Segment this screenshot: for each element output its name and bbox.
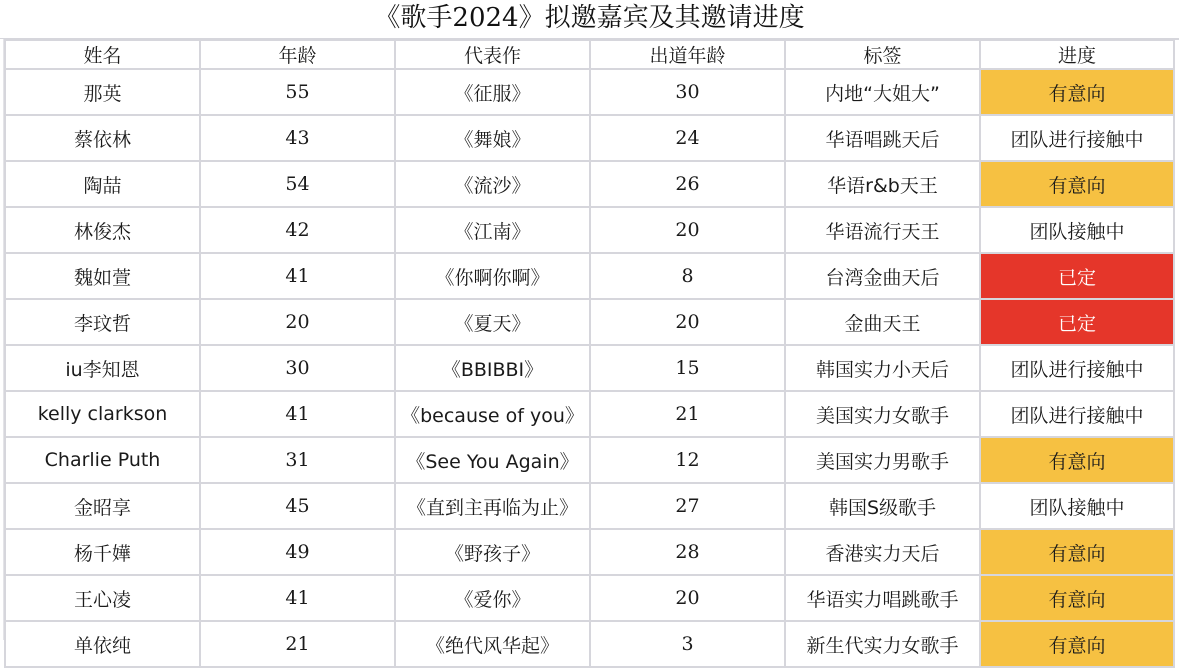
cell-work[interactable]: 《because of you》 bbox=[395, 391, 590, 437]
guest-table bbox=[4, 39, 1175, 668]
cell-debut-age[interactable]: 26 bbox=[590, 161, 785, 207]
header-debut-age: 出道年龄 bbox=[590, 40, 785, 69]
cell-tag[interactable]: 华语流行天王 bbox=[785, 207, 980, 253]
cell-work[interactable]: 《绝代风华起》 bbox=[395, 621, 590, 667]
table-row bbox=[5, 253, 1174, 299]
cell-tag[interactable]: 内地“大姐大” bbox=[785, 69, 980, 115]
cell-age[interactable]: 21 bbox=[200, 621, 395, 667]
cell-work[interactable]: 《BBIBBI》 bbox=[395, 345, 590, 391]
cell-work[interactable]: 《See You Again》 bbox=[395, 437, 590, 483]
header-age: 年龄 bbox=[200, 40, 395, 69]
cell-debut-age[interactable]: 24 bbox=[590, 115, 785, 161]
cell-age[interactable]: 54 bbox=[200, 161, 395, 207]
table-row bbox=[5, 69, 1174, 115]
cell-tag[interactable]: 香港实力天后 bbox=[785, 529, 980, 575]
cell-age[interactable]: 41 bbox=[200, 391, 395, 437]
cell-name[interactable]: 李玟哲 bbox=[5, 299, 200, 345]
cell-tag[interactable]: 韩国S级歌手 bbox=[785, 483, 980, 529]
table-row bbox=[5, 483, 1174, 529]
cell-debut-age[interactable]: 21 bbox=[590, 391, 785, 437]
header-tag: 标签 bbox=[785, 40, 980, 69]
cell-work[interactable]: 《夏天》 bbox=[395, 299, 590, 345]
cell-debut-age[interactable]: 20 bbox=[590, 299, 785, 345]
table-row bbox=[5, 115, 1174, 161]
cell-work[interactable]: 《征服》 bbox=[395, 69, 590, 115]
cell-tag[interactable]: 华语r&b天王 bbox=[785, 161, 980, 207]
cell-name[interactable]: 金昭享 bbox=[5, 483, 200, 529]
cell-debut-age[interactable]: 27 bbox=[590, 483, 785, 529]
cell-age[interactable]: 30 bbox=[200, 345, 395, 391]
cell-age[interactable]: 41 bbox=[200, 253, 395, 299]
cell-work[interactable]: 《江南》 bbox=[395, 207, 590, 253]
cell-age[interactable]: 49 bbox=[200, 529, 395, 575]
cell-debut-age[interactable]: 20 bbox=[590, 207, 785, 253]
cell-name[interactable]: Charlie Puth bbox=[5, 437, 200, 483]
progress-status-cell[interactable]: 团队接触中 bbox=[980, 207, 1174, 253]
cell-work[interactable]: 《爱你》 bbox=[395, 575, 590, 621]
table-row bbox=[5, 391, 1174, 437]
progress-status-cell[interactable]: 有意向 bbox=[980, 161, 1174, 207]
cell-tag[interactable]: 新生代实力女歌手 bbox=[785, 621, 980, 667]
cell-name[interactable]: 那英 bbox=[5, 69, 200, 115]
cell-work[interactable]: 《直到主再临为止》 bbox=[395, 483, 590, 529]
table-row bbox=[5, 575, 1174, 621]
cell-debut-age[interactable]: 15 bbox=[590, 345, 785, 391]
progress-status-cell[interactable]: 有意向 bbox=[980, 529, 1174, 575]
table-row bbox=[5, 207, 1174, 253]
cell-work[interactable]: 《你啊你啊》 bbox=[395, 253, 590, 299]
header-progress: 进度 bbox=[980, 40, 1174, 69]
cell-age[interactable]: 43 bbox=[200, 115, 395, 161]
cell-work[interactable]: 《野孩子》 bbox=[395, 529, 590, 575]
cell-age[interactable]: 31 bbox=[200, 437, 395, 483]
cell-age[interactable]: 55 bbox=[200, 69, 395, 115]
page-title: 《歌手2024》拟邀嘉宾及其邀请进度 bbox=[374, 3, 805, 33]
cell-tag[interactable]: 美国实力女歌手 bbox=[785, 391, 980, 437]
cell-name[interactable]: 单依纯 bbox=[5, 621, 200, 667]
header-work: 代表作 bbox=[395, 40, 590, 69]
cell-age[interactable]: 20 bbox=[200, 299, 395, 345]
cell-name[interactable]: 魏如萱 bbox=[5, 253, 200, 299]
cell-debut-age[interactable]: 30 bbox=[590, 69, 785, 115]
progress-status-cell[interactable]: 有意向 bbox=[980, 69, 1174, 115]
progress-status-cell[interactable]: 团队进行接触中 bbox=[980, 391, 1174, 437]
progress-status-cell[interactable]: 已定 bbox=[980, 253, 1174, 299]
cell-name[interactable]: kelly clarkson bbox=[5, 391, 200, 437]
cell-tag[interactable]: 美国实力男歌手 bbox=[785, 437, 980, 483]
cell-name[interactable]: iu李知恩 bbox=[5, 345, 200, 391]
table-row bbox=[5, 437, 1174, 483]
progress-status-cell[interactable]: 已定 bbox=[980, 299, 1174, 345]
cell-tag[interactable]: 金曲天王 bbox=[785, 299, 980, 345]
table-header-row bbox=[5, 40, 1174, 69]
progress-status-cell[interactable]: 有意向 bbox=[980, 621, 1174, 667]
cell-age[interactable]: 41 bbox=[200, 575, 395, 621]
table-row bbox=[5, 345, 1174, 391]
progress-status-cell[interactable]: 团队接触中 bbox=[980, 483, 1174, 529]
progress-status-cell[interactable]: 团队进行接触中 bbox=[980, 115, 1174, 161]
cell-tag[interactable]: 台湾金曲天后 bbox=[785, 253, 980, 299]
cell-debut-age[interactable]: 8 bbox=[590, 253, 785, 299]
table-row bbox=[5, 621, 1174, 667]
table-row bbox=[5, 529, 1174, 575]
cell-age[interactable]: 45 bbox=[200, 483, 395, 529]
cell-name[interactable]: 蔡依林 bbox=[5, 115, 200, 161]
cell-tag[interactable]: 华语实力唱跳歌手 bbox=[785, 575, 980, 621]
header-name: 姓名 bbox=[5, 40, 200, 69]
cell-name[interactable]: 杨千嬅 bbox=[5, 529, 200, 575]
progress-status-cell[interactable]: 有意向 bbox=[980, 575, 1174, 621]
table-row bbox=[5, 299, 1174, 345]
progress-status-cell[interactable]: 有意向 bbox=[980, 437, 1174, 483]
cell-age[interactable]: 42 bbox=[200, 207, 395, 253]
cell-work[interactable]: 《舞娘》 bbox=[395, 115, 590, 161]
cell-tag[interactable]: 华语唱跳天后 bbox=[785, 115, 980, 161]
cell-name[interactable]: 林俊杰 bbox=[5, 207, 200, 253]
cell-debut-age[interactable]: 20 bbox=[590, 575, 785, 621]
cell-debut-age[interactable]: 12 bbox=[590, 437, 785, 483]
cell-tag[interactable]: 韩国实力小天后 bbox=[785, 345, 980, 391]
cell-work[interactable]: 《流沙》 bbox=[395, 161, 590, 207]
progress-status-cell[interactable]: 团队进行接触中 bbox=[980, 345, 1174, 391]
table-row bbox=[5, 161, 1174, 207]
cell-debut-age[interactable]: 3 bbox=[590, 621, 785, 667]
cell-name[interactable]: 陶喆 bbox=[5, 161, 200, 207]
cell-debut-age[interactable]: 28 bbox=[590, 529, 785, 575]
cell-name[interactable]: 王心凌 bbox=[5, 575, 200, 621]
